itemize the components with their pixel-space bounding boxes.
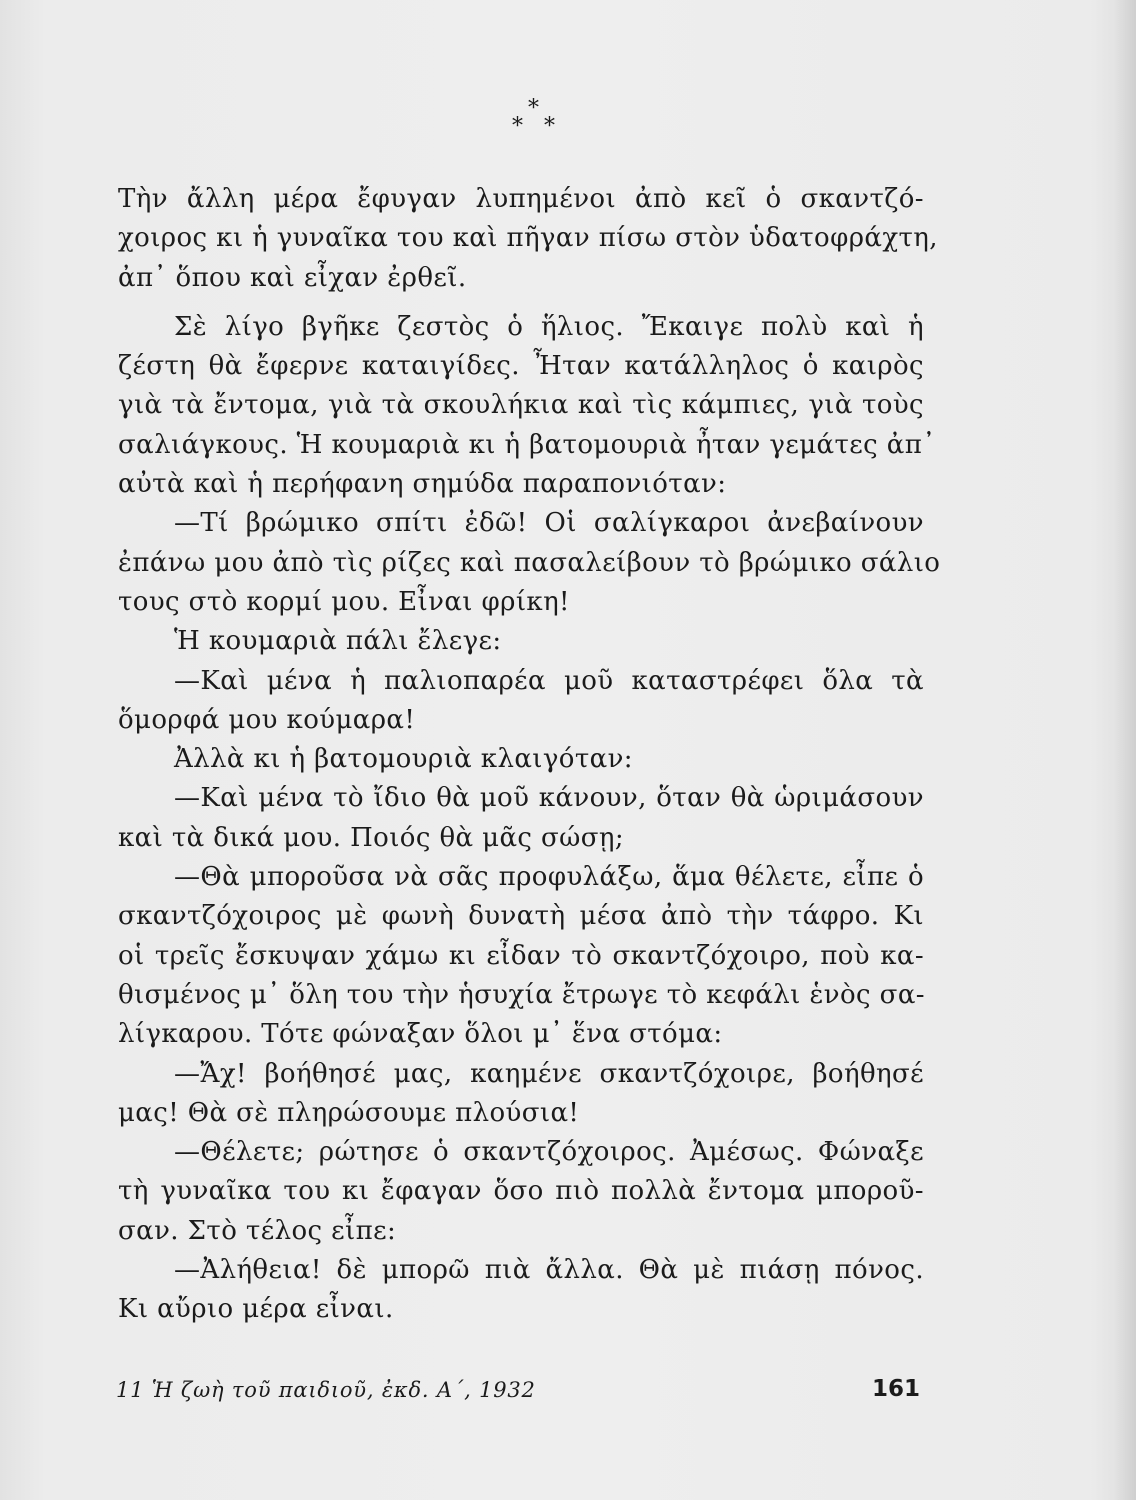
paragraph: [118, 779, 924, 858]
body-text: [118, 180, 941, 1330]
paragraph: [118, 180, 938, 298]
section-asterism: [506, 98, 566, 142]
signature-mark: 11 Ἡ ζωὴ τοῦ παιδιοῦ, ἐκδ. Α΄, 1932: [116, 1378, 536, 1402]
text-line: τὴ γυναῖκα του κι ἔφαγαν ὅσο πιὸ πολλὰ ἔντομα μποροῦ-: [118, 1176, 924, 1207]
text-line: —Καὶ μένα τὸ ἴδιο θὰ μοῦ κάνουν, ὅταν θὰ ὡριμάσουν: [174, 783, 924, 814]
text-line: σαν. Στὸ τέλος εἶπε:: [118, 1215, 397, 1246]
text-line: Ἀλλὰ κι ἡ βατομουριὰ κλαιγόταν:: [174, 744, 633, 775]
text-line: —Θὰ μποροῦσα νὰ σᾶς προφυλάξω, ἅμα θέλετε, εἶπε ὁ: [174, 862, 924, 893]
text-line: Σὲ λίγο βγῆκε ζεστὸς ὁ ἥλιος. Ἔκαιγε πολὺ καὶ ἡ: [174, 311, 924, 342]
text-line: Τὴν ἄλλη μέρα ἔφυγαν λυπημένοι ἀπὸ κεῖ ὁ σκαντζό-: [118, 184, 924, 214]
text-line: θισμένος μ᾿ ὅλη του τὴν ἡσυχία ἔτρωγε τὸ κεφάλι ἑνὸς σα-: [118, 979, 925, 1010]
page-footer: [116, 1376, 922, 1412]
text-line: ἐπάνω μου ἀπὸ τὶς ρίζες καὶ πασαλείβουν τὸ βρώμικο σάλιο: [118, 547, 941, 578]
text-line: σαλιάγκους. Ἡ κουμαριὰ κι ἡ βατομουριὰ ἦταν γεμάτες ἀπ᾿: [118, 429, 936, 460]
paragraph: [118, 740, 924, 779]
asterism-star-right: *: [544, 114, 555, 139]
text-line: τους στὸ κορμί μου. Εἶναι φρίκη!: [118, 586, 570, 617]
text-line: ὅμορφά μου κούμαρα!: [118, 704, 416, 735]
text-line: —Καὶ μένα ἡ παλιοπαρέα μοῦ καταστρέφει ὅλα τὰ: [174, 665, 924, 696]
text-line: λίγκαρου. Τότε φώναξαν ὅλοι μ᾿ ἕνα στόμα:: [118, 1019, 723, 1050]
text-line: —Ἀλήθεια! δὲ μπορῶ πιὰ ἄλλα. Θὰ μὲ πιάσῃ πόνος.: [174, 1255, 924, 1286]
asterism-star-top: *: [528, 96, 539, 121]
text-line: —Ἄχ! βοήθησέ μας, καημένε σκαντζόχοιρε, βοήθησέ: [174, 1058, 924, 1089]
text-line: γιὰ τὰ ἔντομα, γιὰ τὰ σκουλήκια καὶ τὶς κάμπιες, γιὰ τοὺς: [118, 390, 924, 421]
paragraph: [118, 1251, 924, 1330]
text-line: οἱ τρεῖς ἔσκυψαν χάμω κι εἶδαν τὸ σκαντζόχοιρο, ποὺ κα-: [118, 940, 924, 971]
asterism-star-left: *: [512, 114, 523, 139]
text-line: —Τί βρώμικο σπίτι ἐδῶ! Οἱ σαλίγκαροι ἀνεβαίνουν: [174, 508, 924, 539]
text-line: ἀπ᾿ ὅπου καὶ εἶχαν ἐρθεῖ.: [118, 262, 467, 293]
text-line: —Θέλετε; ρώτησε ὁ σκαντζόχοιρος. Ἀμέσως. Φώναξε: [174, 1137, 924, 1168]
page-number: 161: [871, 1376, 920, 1402]
text-line: καὶ τὰ δικά μου. Ποιός θὰ μᾶς σώσῃ;: [118, 822, 625, 853]
text-line: μας! Θὰ σὲ πληρώσουμε πλούσια!: [118, 1097, 580, 1128]
text-line: Ἡ κουμαριὰ πάλι ἔλεγε:: [174, 626, 502, 657]
paragraph: [118, 662, 924, 741]
paragraph: [118, 1055, 924, 1134]
text-line: ζέστη θὰ ἔφερνε καταιγίδες. Ἦταν κατάλληλος ὁ καιρὸς: [118, 351, 924, 382]
text-line: χοιρος κι ἡ γυναῖκα του καὶ πῆγαν πίσω στὸν ὑδατοφράχτη,: [118, 223, 938, 254]
paragraph: [118, 858, 924, 1054]
paragraph: [118, 308, 936, 504]
text-line: αὐτὰ καὶ ἡ περήφανη σημύδα παραπονιόταν:: [118, 469, 727, 500]
paragraph: [118, 622, 924, 661]
text-line: Κι αὔριο μέρα εἶναι.: [118, 1294, 394, 1325]
text-line: σκαντζόχοιρος μὲ φωνὴ δυνατὴ μέσα ἀπὸ τὴν τάφρο. Κι: [118, 901, 924, 932]
page-edge-shadow: [1114, 0, 1136, 1500]
paragraph: [118, 1133, 924, 1251]
paragraph: [118, 504, 941, 622]
